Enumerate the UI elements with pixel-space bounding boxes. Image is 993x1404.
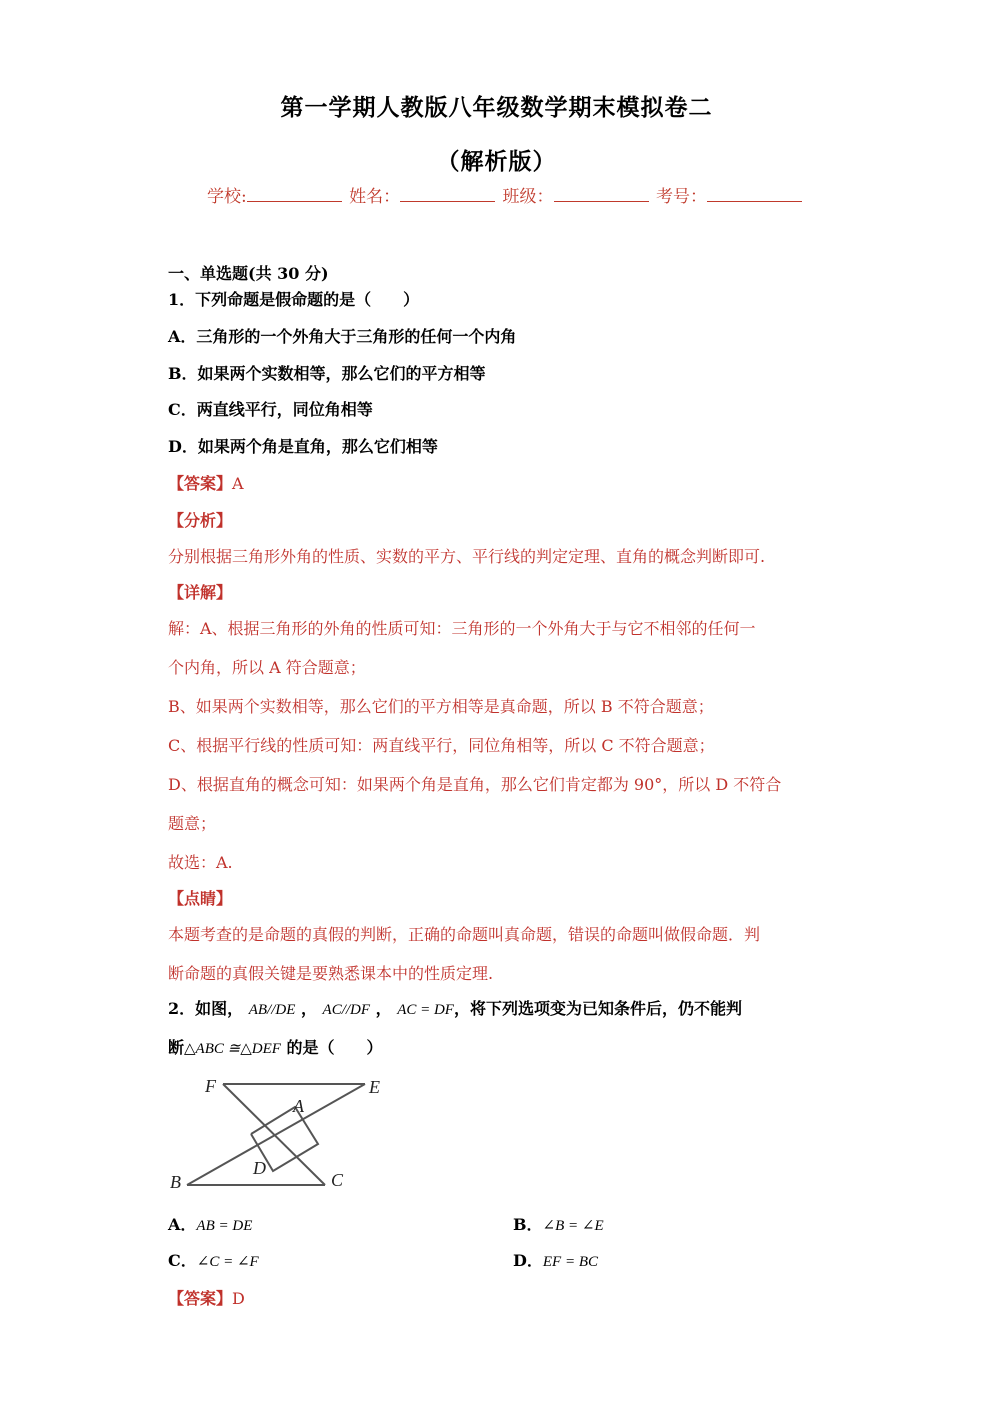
q1-comment-tag: 【点睛】: [168, 889, 233, 908]
q2-stem-line1: 2．如图， AB//DE ， AC//DF ， AC = DF，将下列选项变为已知条件后，仍不能判: [168, 999, 742, 1018]
class-blank: [554, 183, 649, 202]
q2-stem-line2-prefix: 断: [168, 1038, 185, 1057]
q1-analysis-text: 分别根据三角形外角的性质、实数的平方、平行线的判定定理、直角的概念判断即可.: [168, 547, 766, 566]
q2-condition-ac-eq-df: AC = DF: [397, 1002, 454, 1018]
q2-stem-line2: [168, 1035, 382, 1058]
page-subtitle: （解析版）: [436, 148, 557, 175]
label-b: B: [170, 1172, 181, 1192]
q1-detail-line: C、根据平行线的性质可知：两直线平行，同位角相等，所以 C 不符合题意；: [168, 736, 715, 755]
q1-detail-line: 解：A、根据三角形的外角的性质可知：三角形的一个外角大于与它不相邻的任何一: [168, 619, 756, 638]
q1-comment-line: 断命题的真假关键是要熟悉课本中的性质定理.: [168, 964, 494, 983]
q1-option-d: D．如果两个角是直角，那么它们相等: [168, 437, 438, 456]
school-label: 学校:: [207, 187, 247, 207]
label-e: E: [369, 1077, 380, 1097]
exam-number-blank: [707, 183, 802, 202]
q1-detail-line: 题意；: [168, 814, 217, 833]
q1-option-c: C．两直线平行，同位角相等: [168, 400, 373, 419]
option-expr: ∠C = ∠F: [196, 1254, 259, 1270]
option-label: D．: [513, 1251, 543, 1270]
q2-option-c: [168, 1248, 259, 1271]
exam-number-label: 考号：: [655, 187, 707, 207]
section-heading: 一、单选题(共 30 分): [168, 264, 329, 283]
school-blank: [247, 183, 342, 202]
label-c: C: [331, 1170, 344, 1190]
q1-comment-line: 本题考查的是命题的真假的判断，正确的命题叫真命题，错误的命题叫做假命题．判: [168, 925, 761, 944]
label-f: F: [205, 1076, 216, 1096]
q2-option-b: [513, 1212, 604, 1235]
q2-stem-line2-suffix: 的是（ ）: [280, 1038, 383, 1057]
answer-value: A: [232, 474, 244, 493]
option-expr: AB = DE: [196, 1218, 253, 1234]
q1-detail-line: 个内角，所以 A 符合题意；: [168, 658, 366, 677]
q2-condition-ac-df: AC//DF: [322, 1002, 371, 1018]
label-a: A: [293, 1096, 304, 1116]
name-label: 姓名：: [349, 187, 401, 207]
option-expr: EF = BC: [542, 1254, 599, 1270]
page-title: 第一学期人教版八年级数学期末模拟卷二: [280, 94, 713, 121]
q1-detail-line: D、根据直角的概念可知：如果两个角是直角，那么它们肯定都为 90°，所以 D 不符合: [168, 775, 782, 794]
q2-stem-prefix: 2．如图，: [168, 999, 244, 1018]
option-label: B．: [513, 1215, 543, 1234]
q1-detail-line: B、如果两个实数相等，那么它们的平方相等是真命题，所以 B 不符合题意；: [168, 697, 714, 716]
option-expr: ∠B = ∠E: [542, 1218, 604, 1234]
q1-analysis-tag: 【分析】: [168, 511, 233, 530]
option-label: A．: [168, 1215, 197, 1234]
q1-detail-line: 故选：A.: [168, 853, 233, 872]
student-info-row: [207, 182, 804, 207]
q2-congruence: △ABC ≅△DEF: [184, 1041, 281, 1057]
q1-answer: [168, 471, 244, 494]
q2-stem-mid: ，将下列选项变为已知条件后，仍不能判: [453, 999, 742, 1018]
q2-option-d: [513, 1248, 598, 1271]
q1-option-a: A．三角形的一个外角大于三角形的任何一个内角: [168, 327, 517, 346]
q2-answer: [168, 1286, 245, 1309]
label-d: D: [253, 1158, 266, 1178]
option-label: C．: [168, 1251, 197, 1270]
answer-value: D: [232, 1289, 245, 1308]
q1-detail-tag: 【详解】: [168, 583, 233, 602]
name-blank: [400, 183, 495, 202]
q2-geometry-figure: [165, 1070, 395, 1200]
q2-option-a: [168, 1212, 252, 1235]
class-label: 班级：: [502, 187, 554, 207]
q1-option-b: B．如果两个实数相等，那么它们的平方相等: [168, 364, 486, 383]
q1-stem: 1．下列命题是假命题的是（ ）: [168, 290, 420, 309]
answer-tag: 【答案】: [168, 1289, 233, 1308]
answer-tag: 【答案】: [168, 474, 233, 493]
q2-condition-ab-de: AB//DE: [248, 1002, 296, 1018]
